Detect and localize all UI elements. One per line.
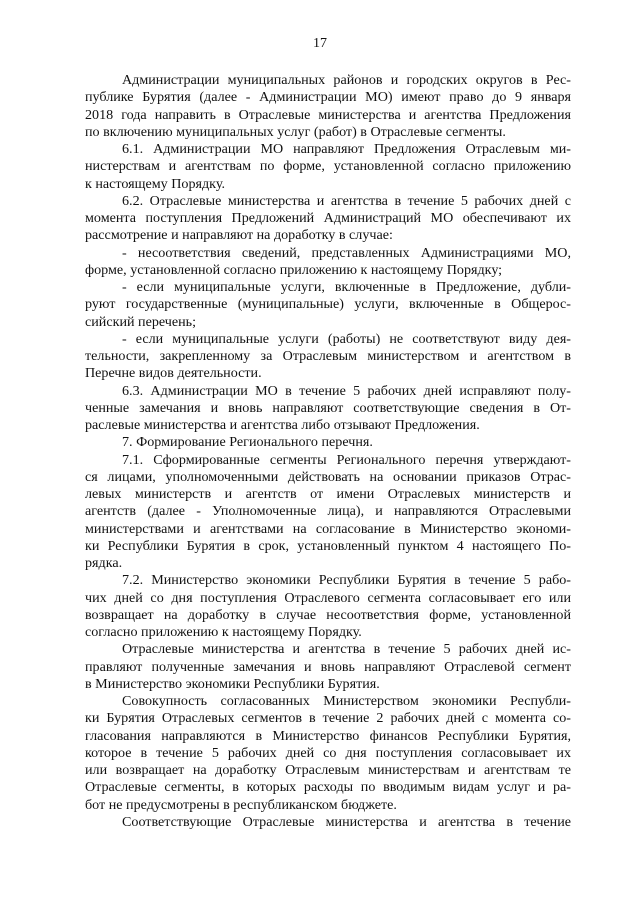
text-line: - если муниципальные услуги (работы) не соответствуют виду дея- — [122, 330, 571, 347]
page-number: 17 — [313, 36, 327, 51]
text-line: которое в течение 5 рабочих дней со дня поступления согласовывает их — [85, 744, 571, 761]
text-line: ся лицами, уполномоченными действовать на основании приказов Отрас- — [85, 468, 571, 485]
text-line: по включению муниципальных услуг (работ) в Отраслевые сегменты. — [85, 123, 506, 140]
text-line: возвращает на доработку в случае несоответствия форме, установленной — [85, 606, 571, 623]
text-line: форме, установленной согласно приложению к настоящему Порядку; — [85, 261, 503, 278]
text-line: руют государственные (муниципальные) услуги, включенные в Общерос- — [85, 296, 571, 313]
text-line: Отраслевые министерства и агентства в течение 5 рабочих дней ис- — [122, 641, 571, 658]
text-line: согласно приложению к настоящему Порядку. — [85, 624, 362, 640]
text-line: в Министерство экономики Республики Бурятия. — [85, 675, 380, 692]
text-line: Соответствующие Отраслевые министерства и агентства в течение — [122, 813, 571, 830]
text-line: рядка. — [85, 555, 123, 571]
text-line: левых министерств и агентств от имени Отраслевых министерств и — [85, 486, 571, 502]
text-line: или возвращает на доработку Отраслевым министерствам и агентствам те — [85, 762, 571, 778]
text-line: 6.3. Администрации МО в течение 5 рабочих дней исправляют полу- — [122, 382, 571, 399]
text-line: Отраслевые сегменты, в которых расходы по вводимым видам услуг и ра- — [85, 779, 571, 796]
text-line: бот не предусмотрены в республиканском бюджете. — [85, 796, 397, 813]
text-line: рассмотрение и направляют на доработку в случае: — [85, 227, 393, 244]
text-line: Администрации муниципальных районов и городских округов в Рес- — [122, 72, 571, 88]
text-line: - несоответствия сведений, представленных Администрациями МО, — [122, 244, 571, 261]
text-line: 2018 года направить в Отраслевые министерства и агентства Предложения — [85, 106, 571, 123]
text-line: 7.2. Министерство экономики Республики Бурятия в течение 5 рабо- — [122, 572, 571, 589]
text-line: ченные замечания и вновь направляют соответствующие сведения в От- — [85, 399, 571, 416]
text-line: 6.2. Отраслевые министерства и агентства в течение 5 рабочих дней с — [122, 192, 571, 209]
text-line: к настоящему Порядку. — [85, 175, 225, 192]
text-line: публике Бурятия (далее - Администрации МО) имеют право до 9 января — [85, 89, 571, 106]
text-line: Совокупность согласованных Министерством экономики Республи- — [122, 693, 571, 709]
text-line: агентств (далее - Уполномоченные лица), и направляются Отраслевыми — [85, 503, 571, 520]
text-line: раслевые министерства и агентства либо отзывают Предложения. — [85, 417, 480, 433]
text-line: момента поступления Предложений Администраций МО обеспечивают их — [85, 210, 571, 226]
text-line: ки Бурятия Отраслевых сегментов в течение 2 рабочих дней с момента со- — [85, 710, 571, 727]
text-line: правляют полученные замечания и вновь направляют Отраслевой сегмент — [85, 658, 571, 675]
text-line: тельности, закрепленному за Отраслевым министерством и агентством в — [85, 348, 571, 364]
body-text — [85, 72, 571, 831]
text-line: - если муниципальные услуги, включенные в Предложение, дубли- — [122, 279, 571, 295]
text-line: министерствами и агентствами на согласование в Министерство экономи- — [85, 520, 571, 537]
text-line: Перечне видов деятельности. — [85, 365, 262, 382]
text-line: нистерствам и агентствам по форме, установленной согласно приложению — [85, 158, 571, 175]
text-line: гласования направляются в Министерство финансов Республики Бурятия, — [85, 727, 571, 744]
text-line: чих дней со дня поступления Отраслевого сегмента согласовывает его или — [85, 589, 571, 606]
text-line: 7. Формирование Регионального перечня. — [122, 434, 373, 451]
text-line: 7.1. Сформированные сегменты Регионального перечня утверждают- — [122, 451, 571, 468]
text-line: ки Республики Бурятия в срок, установленный пунктом 4 настоящего По- — [85, 537, 571, 554]
text-line: 6.1. Администрации МО направляют Предложения Отраслевым ми- — [122, 141, 571, 157]
text-line: сийский перечень; — [85, 313, 197, 330]
